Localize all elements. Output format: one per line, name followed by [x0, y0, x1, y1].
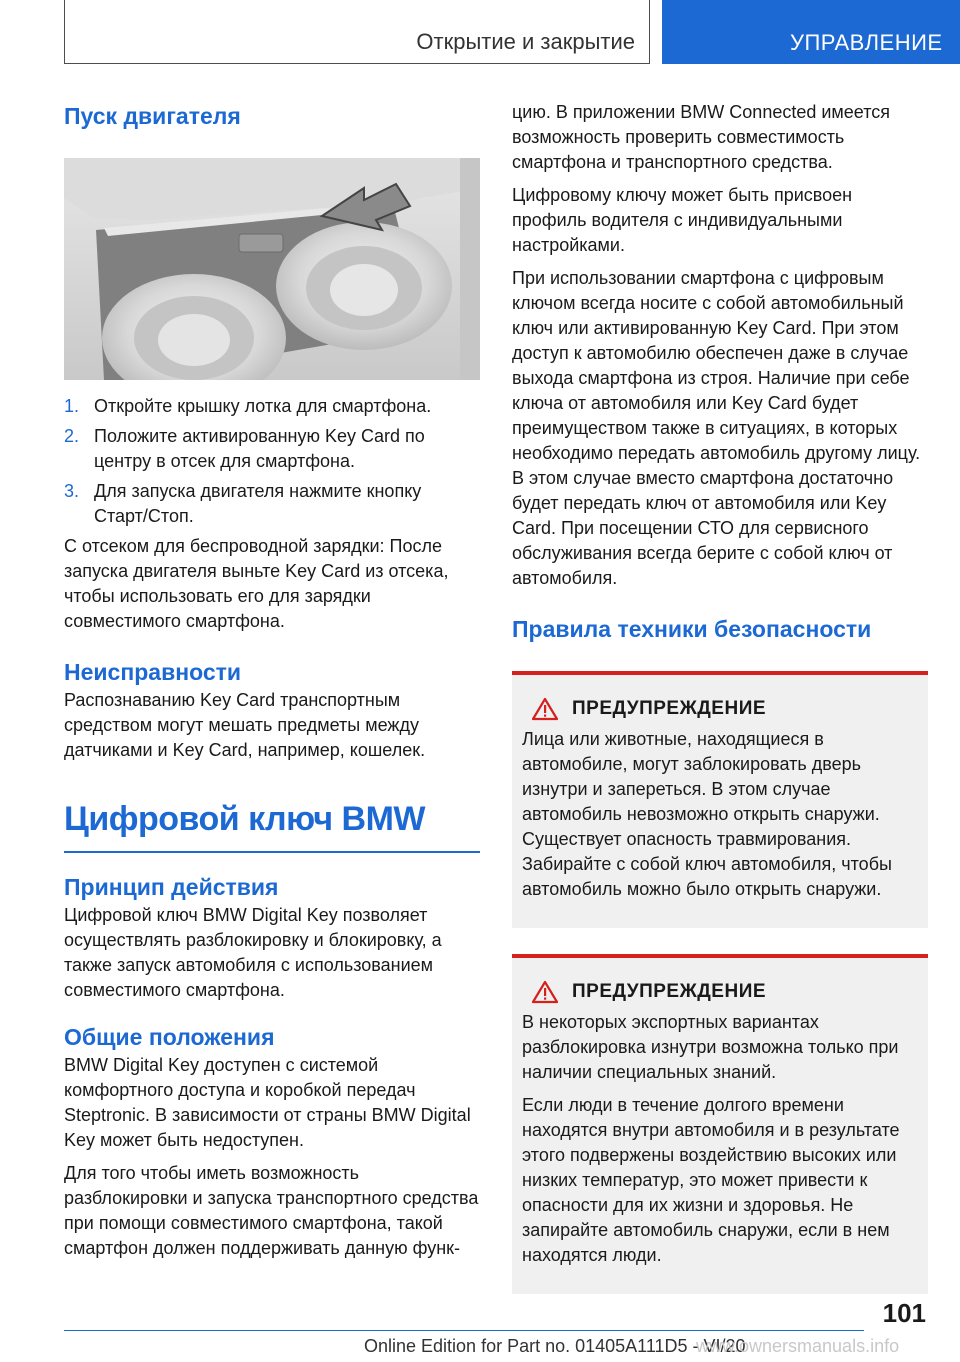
header-chapter-tab	[662, 0, 960, 64]
heading-digital-key: Цифровой ключ BMW	[64, 800, 426, 838]
heading-general: Общие положения	[64, 1023, 275, 1050]
heading-engine-start: Пуск двигателя	[64, 103, 241, 129]
start-steps-list	[64, 394, 480, 529]
heading-principle: Принцип действия	[64, 873, 279, 900]
paragraph-wireless-charging: С отсеком для беспроводной зарядки: После запуска двигателя выньте Key Card из отсека, чтобы использовать его для зарядки совместимого смартфона.	[64, 536, 449, 631]
paragraph-profile: Цифровому ключу может быть присвоен профиль водителя с индивидуальными настройками.	[512, 185, 853, 255]
right-column	[512, 100, 928, 1294]
heading-safety: Правила техники безопасности	[512, 616, 872, 642]
paragraph-carry-key: При использовании смартфона с цифровым ключом всегда носите с собой автомобильный ключ или активированную Key Card. При этом доступ к автомобилю обеспечен даже в случае выхода смартфона из строя. Наличие при себе ключа от автомобиля или Key Card будет преимуществом также в ситуациях, в которых необходимо передать автомобиль другому лицу. В этом случае вместо смартфона достаточно будет передать ключ от автомобиля или Key Card. При посещении СТО для сервисного обслуживания всегда берите с собой ключ от автомобиля.	[512, 268, 921, 588]
step-number: 3.	[64, 481, 80, 501]
footer-edition: Online Edition for Part no. 01405A111D5 - VI/20	[364, 1336, 746, 1356]
list-item	[64, 424, 480, 474]
warning-triangle-icon	[532, 980, 558, 1004]
step-text: Откройте крышку лотка для смартфона.	[94, 396, 432, 416]
step-number: 2.	[64, 426, 80, 446]
page-number: 101	[882, 1298, 926, 1328]
warning-title: ПРЕДУПРЕЖДЕНИЕ	[572, 698, 767, 719]
warning-triangle-icon	[532, 697, 558, 721]
footer-rule	[64, 1330, 864, 1331]
smartphone-tray-photo	[64, 158, 480, 380]
heading-faults: Неисправности	[64, 659, 242, 685]
paragraph-general-1: BMW Digital Key доступен с системой комфортного доступа и коробкой передач Steptronic. В зависимости от страны BMW Digital Key может быть недоступен.	[64, 1054, 471, 1150]
header-section-title: Открытие и закрытие	[416, 29, 635, 54]
heading-rule	[64, 851, 480, 853]
step-number: 1.	[64, 396, 80, 416]
list-item	[64, 394, 480, 419]
paragraph-principle: Цифровой ключ BMW Digital Key позволяет осуществлять разблокировку и блокировку, а также запуск автомобиля с использованием совместимого смартфона.	[64, 904, 442, 1000]
step-text: Положите активированную Key Card по центру в отсек для смартфона.	[94, 426, 425, 471]
warning-text: Лица или животные, находящиеся в автомобиле, могут заблокировать дверь изнутри и запереться. В этом случае автомобиль невозможно открыть снаружи. Существует опасность травмирования. Забирайте с собой ключ автомобиля, чтобы автомобиль можно было открыть снаружи.	[522, 729, 892, 899]
paragraph-general-2: Для того чтобы иметь возможность разблокировки и запуска транспортного средства при помощи совместимого смартфона, такой смартфон должен поддерживать данную функ-	[64, 1162, 479, 1258]
warning-box	[512, 671, 928, 928]
left-column	[64, 100, 480, 1269]
footer-watermark: www.ownersmanuals.info	[696, 1336, 900, 1356]
step-text: Для запуска двигателя нажмите кнопку Старт/Стоп.	[94, 481, 422, 526]
paragraph-compatibility: цию. В приложении BMW Connected имеется возможность проверить совместимость смартфона и транспортного средства.	[512, 102, 890, 172]
warning-text: Если люди в течение долгого времени находятся внутри автомобиля и в результате этого подвержены воздействию высоких или низких температур, это может привести к опасности для их жизни и здоровья. Не запирайте автомобиль снаружи, если в нем находятся люди.	[522, 1095, 900, 1265]
header-chapter-title: УПРАВЛЕНИЕ	[790, 30, 943, 55]
warning-title: ПРЕДУПРЕЖДЕНИЕ	[572, 981, 767, 1002]
paragraph-faults: Распознаванию Key Card транспортным средством могут мешать предметы между датчиками и Key Card, например, кошелек.	[64, 690, 426, 760]
header-section-tab	[64, 0, 650, 64]
warning-box	[512, 954, 928, 1294]
warning-text: В некоторых экспортных вариантах разблокировка изнутри возможна только при наличии специальных знаний.	[522, 1012, 899, 1082]
list-item	[64, 479, 480, 529]
